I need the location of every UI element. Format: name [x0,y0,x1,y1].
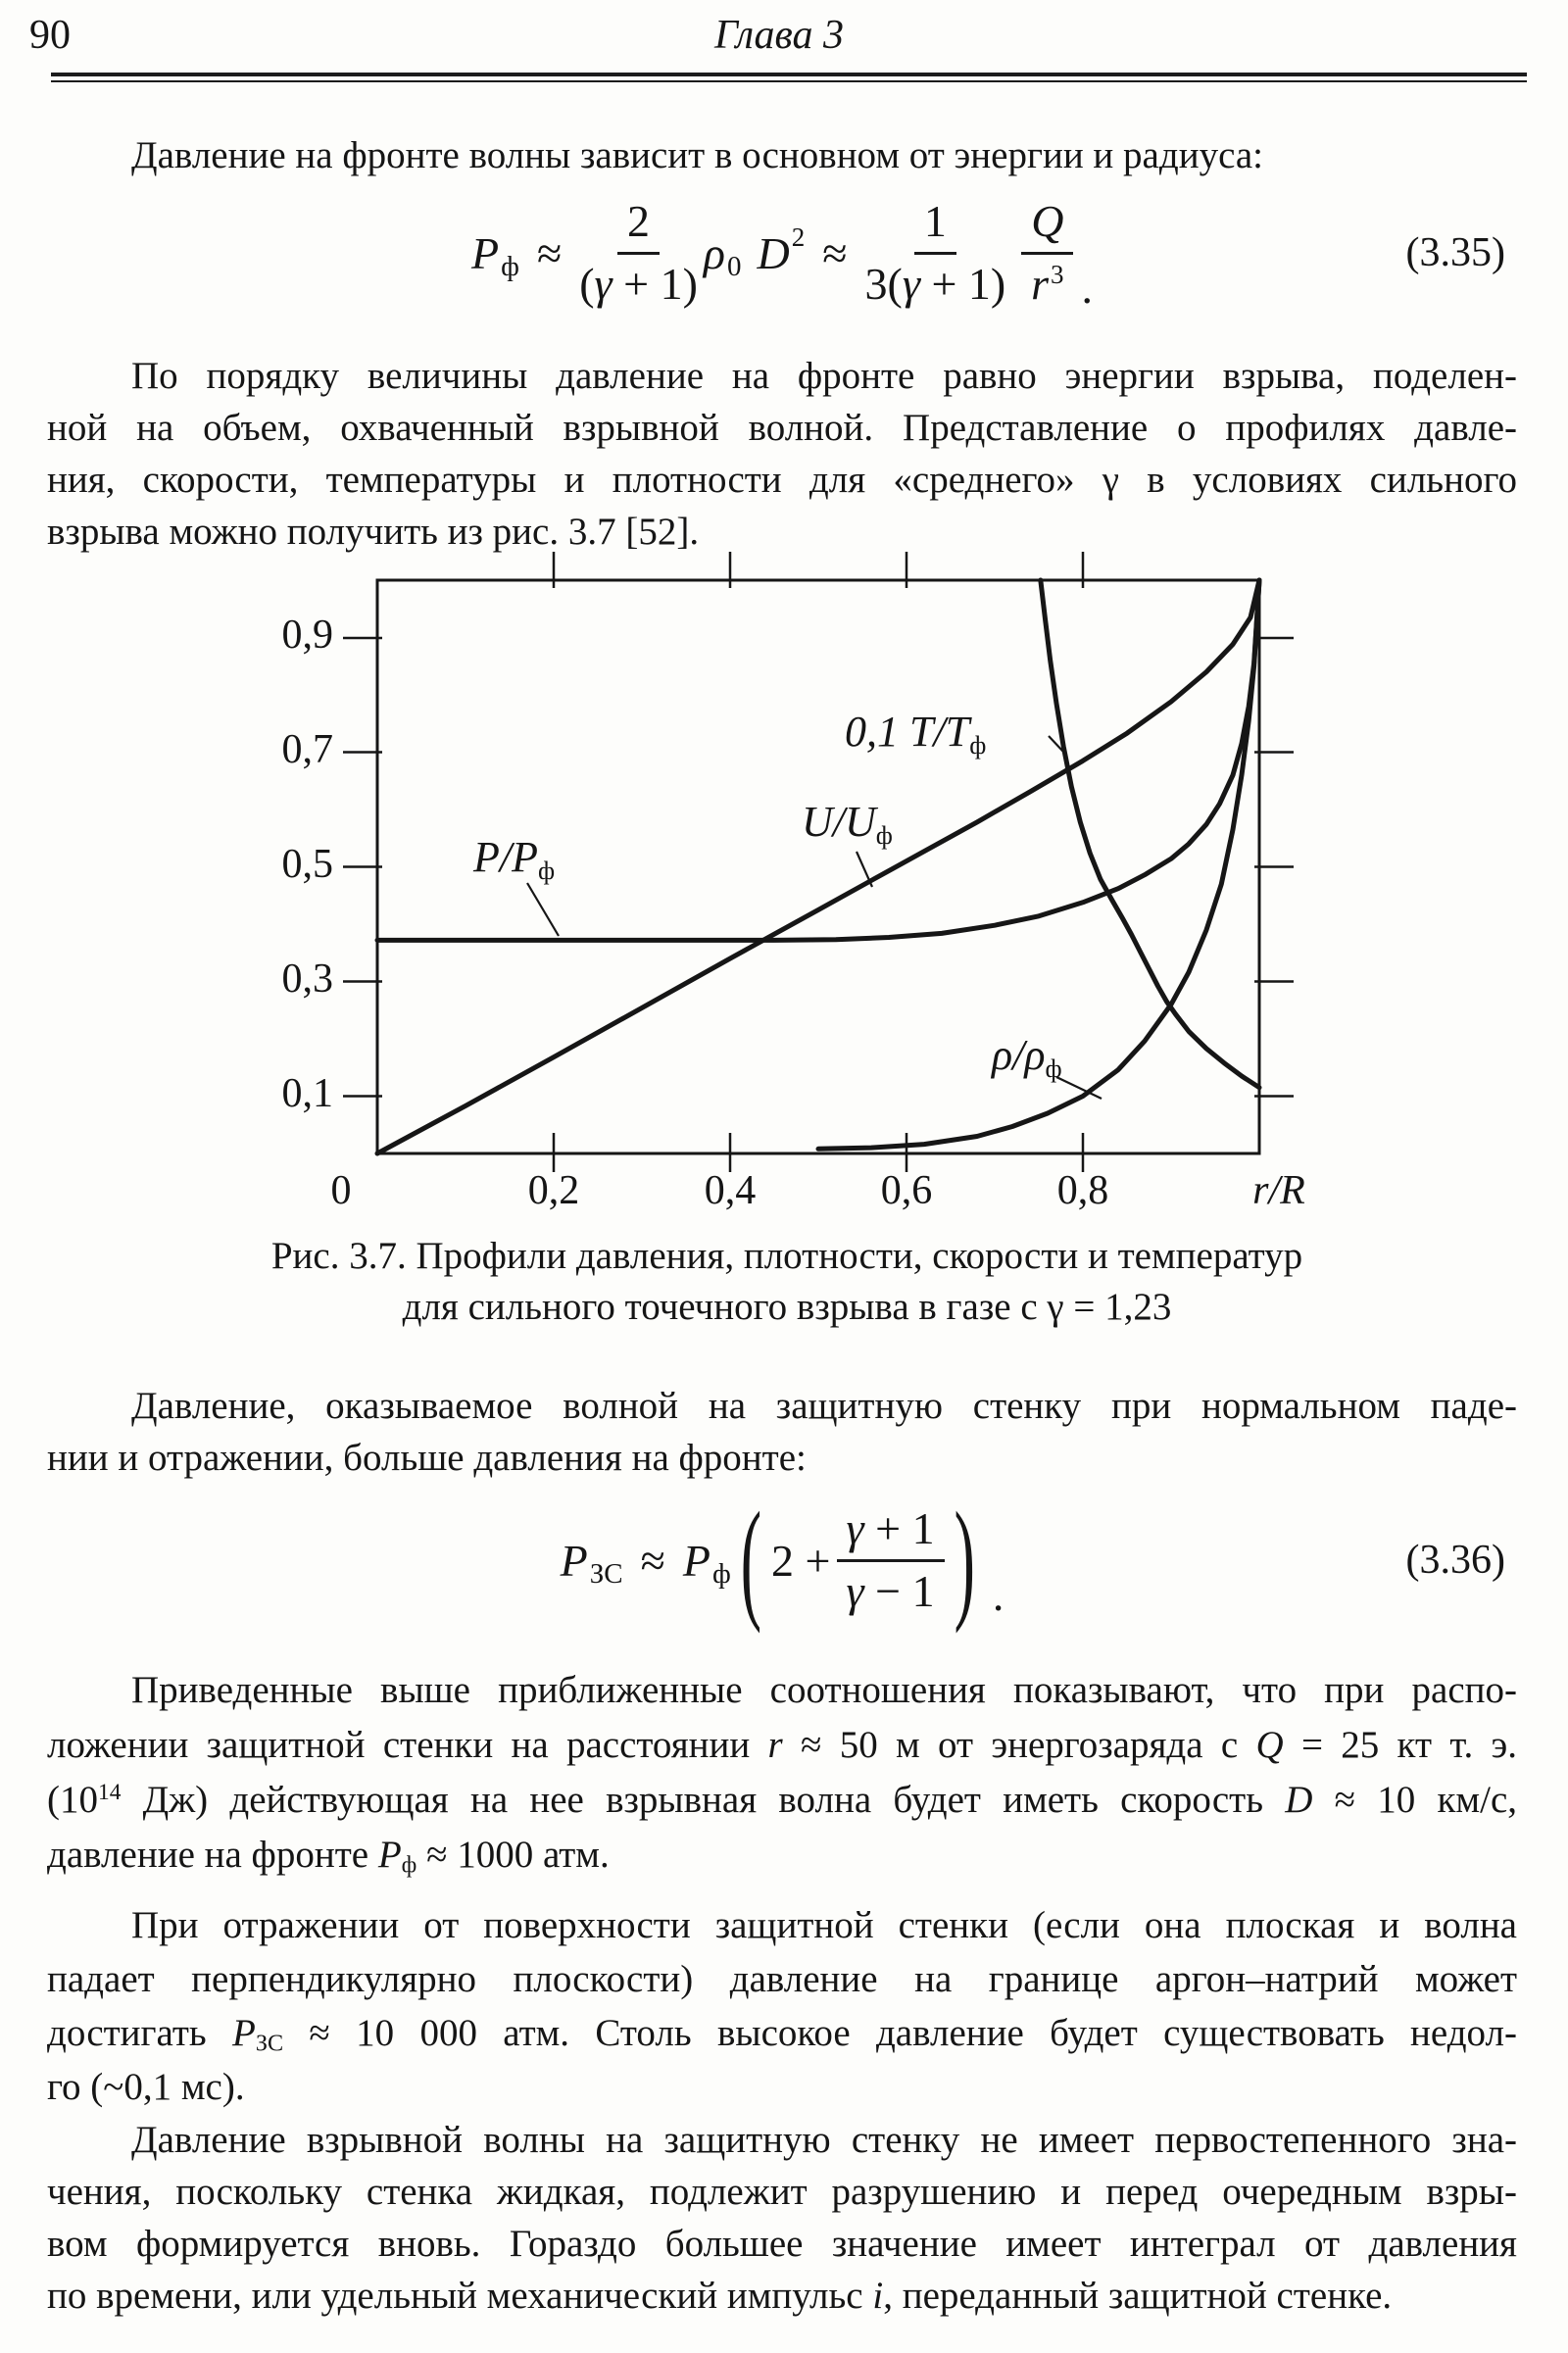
curve-label-U: $U/U_ф$ [802,798,893,850]
eq335-fraction-3 [1021,195,1073,309]
equation-3-36-body [560,1484,1004,1635]
text-line: Приведенные выше приближенные соотношения показывают, что при распо- [131,1669,1517,1711]
chapter-title: Глава 3 [714,13,844,58]
x-tick-label: 0,2 [527,1168,580,1213]
eq335-D: D [757,227,790,278]
figure-3-7 [235,544,1421,1230]
paragraph-5 [47,1898,1517,2114]
text-line: Давление, оказываемое волной на защитную стенку при нормальном паде- [131,1385,1517,1427]
eq335-P: P [471,227,500,278]
y-tick-label: 0,9 [281,613,333,658]
eq336-fraction [837,1502,945,1616]
text-line: ($10^{14}$ Дж) действующая на нее взрывная волна будет иметь скорость D ≈ 10 км/с, [47,1779,1518,1821]
paragraph-6 [47,2114,1517,2322]
eq335-frac2-num: 1 [914,198,956,255]
equation-3-35 [47,184,1517,321]
text-line: При отражении от поверхности защитной стенки (если она плоская и волна [131,1904,1517,1946]
eq335-approx-2: ≈ [822,227,848,278]
text-line: нии и отражении, больше давления на фронте: [47,1437,807,1479]
caption-line-1: Рис. 3.7. Профили давления, плотности, скорости и температур [270,1235,1303,1277]
y-tick-label: 0,1 [281,1071,333,1116]
x-tick-label: 0,4 [704,1168,757,1213]
curve-label-P: $P/P_ф$ [473,833,556,885]
eq336-approx: ≈ [640,1535,665,1586]
y-tick-label: 0,3 [281,956,333,1002]
text-line: го (~0,1 мс). [47,2066,245,2108]
eq336-period: . [992,1570,1004,1621]
open-paren: ( [740,1484,762,1635]
eq335-D-sup: 2 [791,221,806,252]
text-line: Давление взрывной волны на защитную стенку не имеет первостепенного зна- [131,2119,1517,2161]
eq335-frac1-num: 2 [617,198,660,255]
eq336-Pf: P [682,1535,710,1586]
eq335-frac3-den [1031,255,1063,308]
equation-3-35-body [471,195,1093,314]
text-line: ной на объем, охваченный взрывной волной. Представление о профилях давле- [47,407,1517,449]
curve-label-rho: $\rho/\rho_ф$ [992,1031,1062,1083]
eq335-frac2-den: 3(γ + 1) [864,259,1006,309]
text-line: ния, скорости, температуры и плотности для «среднего» γ в условиях сильного [47,459,1517,501]
equation-number-3-35: (3.35) [1405,230,1505,275]
eq336-P: P [560,1535,588,1586]
eq335-fraction-1 [579,195,698,309]
paragraph-4 [47,1663,1517,1883]
equation-number-3-36: (3.36) [1405,1538,1505,1583]
paragraph-3 [47,1380,1517,1484]
eq336-frac-den: γ − 1 [846,1566,935,1616]
eq335-rho-sub: 0 [727,250,742,282]
profile-chart [235,544,1421,1230]
eq336-P-sub: ЗС [589,1557,623,1590]
page-number: 90 [29,13,71,58]
top-ticks [554,552,1083,588]
curve-0.1-T/Tf [1041,580,1259,1088]
eq335-fraction-2 [864,195,1006,309]
eq336-Pf-sub: ф [711,1557,731,1590]
eq335-P-sub: ф [501,250,519,282]
eq335-approx-1: ≈ [536,227,563,278]
eq335-r-sup: 3 [1051,260,1064,289]
text-line: чения, поскольку стенка жидкая, подлежит разрушению и перед очередным взры- [47,2171,1517,2213]
eq335-frac1-den: (γ + 1) [579,259,698,309]
eq335-rho: ρ [703,227,726,278]
text-line: вом формируется вновь. Гораздо большее значение имеет интеграл от давления [47,2223,1517,2265]
x-axis-label: r/R [1252,1168,1305,1213]
text-line: падает перпендикулярно плоскости) давление на границе аргон–натрий может [47,1958,1517,2000]
paragraph-1 [47,129,1517,181]
eq335-r: r [1031,259,1050,309]
y-tick-label: 0,5 [281,842,333,887]
x-tick-label: 0 [330,1168,352,1213]
header-rule [51,73,1527,82]
eq335-frac3-num: Q [1021,198,1073,255]
leader-P [527,883,559,936]
text-line: давление на фронте $P_ф \approx 1000$ атм. [47,1834,610,1879]
eq336-frac-num: γ + 1 [837,1505,945,1562]
close-paren: ) [954,1484,975,1635]
x-tick-label: 0,6 [880,1168,933,1213]
text-line: взрыва можно получить из рис. 3.7 [52]. [47,511,700,553]
equation-3-36 [47,1472,1517,1648]
y-tick-label: 0,7 [281,727,333,772]
text-line: ложении защитной стенки на расстоянии r ≈ 50 м от энергозаряда с Q = 25 кт т. э. [47,1724,1517,1766]
eq336-two-plus: 2 + [771,1535,831,1586]
text-line: по времени, или удельный механический импульс i, переданный защитной стенке. [47,2275,1393,2317]
curve-label-T: 0,1 $T/T_ф$ [845,708,987,760]
figure-caption [47,1231,1527,1333]
x-tick-label: 0,8 [1056,1168,1109,1213]
text-line: По порядку величины давление на фронте равно энергии взрыва, поделен- [131,355,1517,397]
text-line: Давление на фронте волны зависит в основном от энергии и радиуса: [131,134,1264,176]
eq335-period: . [1081,263,1093,314]
curve-P/Pf [377,580,1259,940]
text-line: достигать $P_{ЗС} \approx 10$ 000 атм. Столь высокое давление будет существовать недол- [47,2012,1517,2057]
paragraph-2 [47,350,1517,558]
caption-line-2: для сильного точечного взрыва в газе с γ = 1,23 [402,1286,1172,1328]
